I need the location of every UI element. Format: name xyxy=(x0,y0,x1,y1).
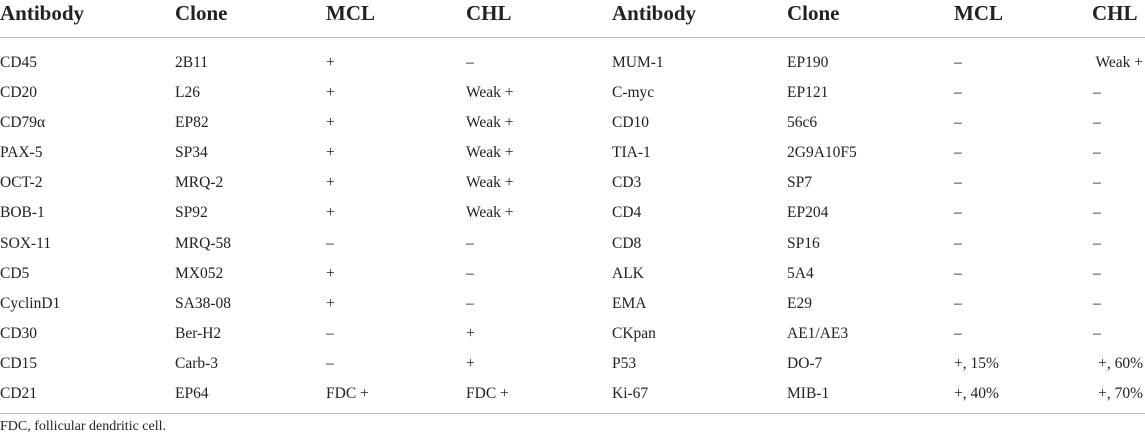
column-header: CHL xyxy=(1092,1,1138,25)
table-cell: + xyxy=(326,114,335,131)
table-cell: EP204 xyxy=(787,204,829,221)
table-cell: MRQ-58 xyxy=(175,235,231,252)
table-cell: BOB-1 xyxy=(0,204,45,221)
table-cell: Ki-67 xyxy=(612,385,649,402)
column-header: MCL xyxy=(326,1,375,25)
table-cell: – xyxy=(326,325,334,342)
table-cell: FDC + xyxy=(466,385,509,402)
table-cell: – xyxy=(1093,235,1101,252)
table-cell: SP16 xyxy=(787,235,820,252)
table-row xyxy=(0,138,1145,168)
table-cell: Carb-3 xyxy=(175,355,219,372)
table-cell: SA38-08 xyxy=(175,295,231,312)
table-cell: – xyxy=(1093,295,1101,312)
table-cell: – xyxy=(954,84,962,101)
table-cell: CD8 xyxy=(612,235,642,252)
table-cell: CD30 xyxy=(0,325,38,342)
table-cell: Ber-H2 xyxy=(175,325,222,342)
table-cell: Weak + xyxy=(466,174,514,191)
table-cell: – xyxy=(954,235,962,252)
table-cell: Weak + xyxy=(466,114,514,131)
table-cell: – xyxy=(954,174,962,191)
table-cell: MUM-1 xyxy=(612,54,664,71)
column-header: Antibody xyxy=(612,1,697,25)
table-cell: + xyxy=(466,325,475,342)
table-cell: + xyxy=(466,355,475,372)
table-cell: CD15 xyxy=(0,355,38,372)
table-header-row xyxy=(0,0,1145,37)
table-row xyxy=(0,319,1145,349)
table-cell: SP92 xyxy=(175,204,208,221)
table-cell: 5A4 xyxy=(787,265,814,282)
table-cell: – xyxy=(954,114,962,131)
table-cell: – xyxy=(1093,144,1101,161)
table-cell: CD21 xyxy=(0,385,38,402)
table-cell: 56c6 xyxy=(787,114,818,131)
table-cell: + xyxy=(326,174,335,191)
table-footnote: FDC, follicular dendritic cell. xyxy=(0,419,167,434)
table-cell: EP190 xyxy=(787,54,829,71)
table-cell: + xyxy=(326,265,335,282)
column-header: Clone xyxy=(787,1,840,25)
table-row xyxy=(0,198,1145,228)
table-cell: MX052 xyxy=(175,265,224,282)
table-cell: EMA xyxy=(612,295,647,312)
table-cell: CD3 xyxy=(612,174,642,191)
table-cell: CD79α xyxy=(0,114,46,131)
table-cell: – xyxy=(954,54,962,71)
table-cell: – xyxy=(1093,114,1101,131)
table-cell: – xyxy=(466,54,474,71)
table-cell: – xyxy=(466,295,474,312)
table-row xyxy=(0,78,1145,108)
table-cell: TIA-1 xyxy=(612,144,651,161)
table-cell: CD45 xyxy=(0,54,38,71)
table-cell: 2B11 xyxy=(175,54,209,71)
column-header: Antibody xyxy=(0,1,85,25)
table-row xyxy=(0,108,1145,138)
table-cell: PAX-5 xyxy=(0,144,43,161)
column-header: MCL xyxy=(954,1,1003,25)
table-cell: FDC + xyxy=(326,385,369,402)
table-cell: CD4 xyxy=(612,204,642,221)
table-cell: – xyxy=(954,295,962,312)
table-cell: ALK xyxy=(612,265,644,282)
table-cell: – xyxy=(326,355,334,372)
table-cell: + xyxy=(326,204,335,221)
table-cell: CD20 xyxy=(0,84,38,101)
table-cell: Weak + xyxy=(466,204,514,221)
table-cell: E29 xyxy=(787,295,812,312)
table-cell: MRQ-2 xyxy=(175,174,224,191)
table-cell: C-myc xyxy=(612,84,655,101)
table-cell: +, 40% xyxy=(954,385,999,402)
table-row xyxy=(0,289,1145,319)
column-header: Clone xyxy=(175,1,228,25)
table-cell: +, 15% xyxy=(954,355,999,372)
table-row xyxy=(0,229,1145,259)
table-cell: EP82 xyxy=(175,114,209,131)
table-cell: CD10 xyxy=(612,114,650,131)
table-row xyxy=(0,48,1145,78)
table-cell: – xyxy=(954,325,962,342)
table-cell: – xyxy=(466,235,474,252)
table-cell: OCT-2 xyxy=(0,174,43,191)
table-cell: – xyxy=(954,265,962,282)
table-cell: – xyxy=(1093,265,1101,282)
table-cell: – xyxy=(1093,84,1101,101)
table-cell: SP7 xyxy=(787,174,812,191)
table-cell: Weak + xyxy=(1095,54,1143,71)
table-cell: CyclinD1 xyxy=(0,295,61,312)
table-cell: EP121 xyxy=(787,84,829,101)
column-header: CHL xyxy=(466,1,512,25)
table-cell: 2G9A10F5 xyxy=(787,144,857,161)
table-cell: CD5 xyxy=(0,265,30,282)
table-cell: – xyxy=(1093,204,1101,221)
table-cell: MIB-1 xyxy=(787,385,830,402)
table-cell: + xyxy=(326,295,335,312)
bottom-rule xyxy=(0,413,1145,414)
table-cell: EP64 xyxy=(175,385,209,402)
header-rule xyxy=(0,37,1145,38)
table-cell: P53 xyxy=(612,355,637,372)
table-cell: L26 xyxy=(175,84,200,101)
table-cell: – xyxy=(954,204,962,221)
table-cell: +, 60% xyxy=(1098,355,1143,372)
table-cell: SP34 xyxy=(175,144,208,161)
table-row xyxy=(0,379,1145,409)
table-cell: Weak + xyxy=(466,144,514,161)
table-cell: DO-7 xyxy=(787,355,823,372)
table-cell: – xyxy=(954,144,962,161)
table-cell: – xyxy=(1093,174,1101,191)
table-cell: – xyxy=(1093,325,1101,342)
table-cell: + xyxy=(326,84,335,101)
table-cell: Weak + xyxy=(466,84,514,101)
table-cell: – xyxy=(466,265,474,282)
table-row xyxy=(0,168,1145,198)
table-cell: SOX-11 xyxy=(0,235,52,252)
table-cell: CKpan xyxy=(612,325,656,342)
table-row xyxy=(0,259,1145,289)
table-cell: +, 70% xyxy=(1098,385,1143,402)
table-cell: + xyxy=(326,144,335,161)
table-cell: – xyxy=(326,235,334,252)
table-row xyxy=(0,349,1145,379)
table-cell: + xyxy=(326,54,335,71)
table-cell: AE1/AE3 xyxy=(787,325,849,342)
